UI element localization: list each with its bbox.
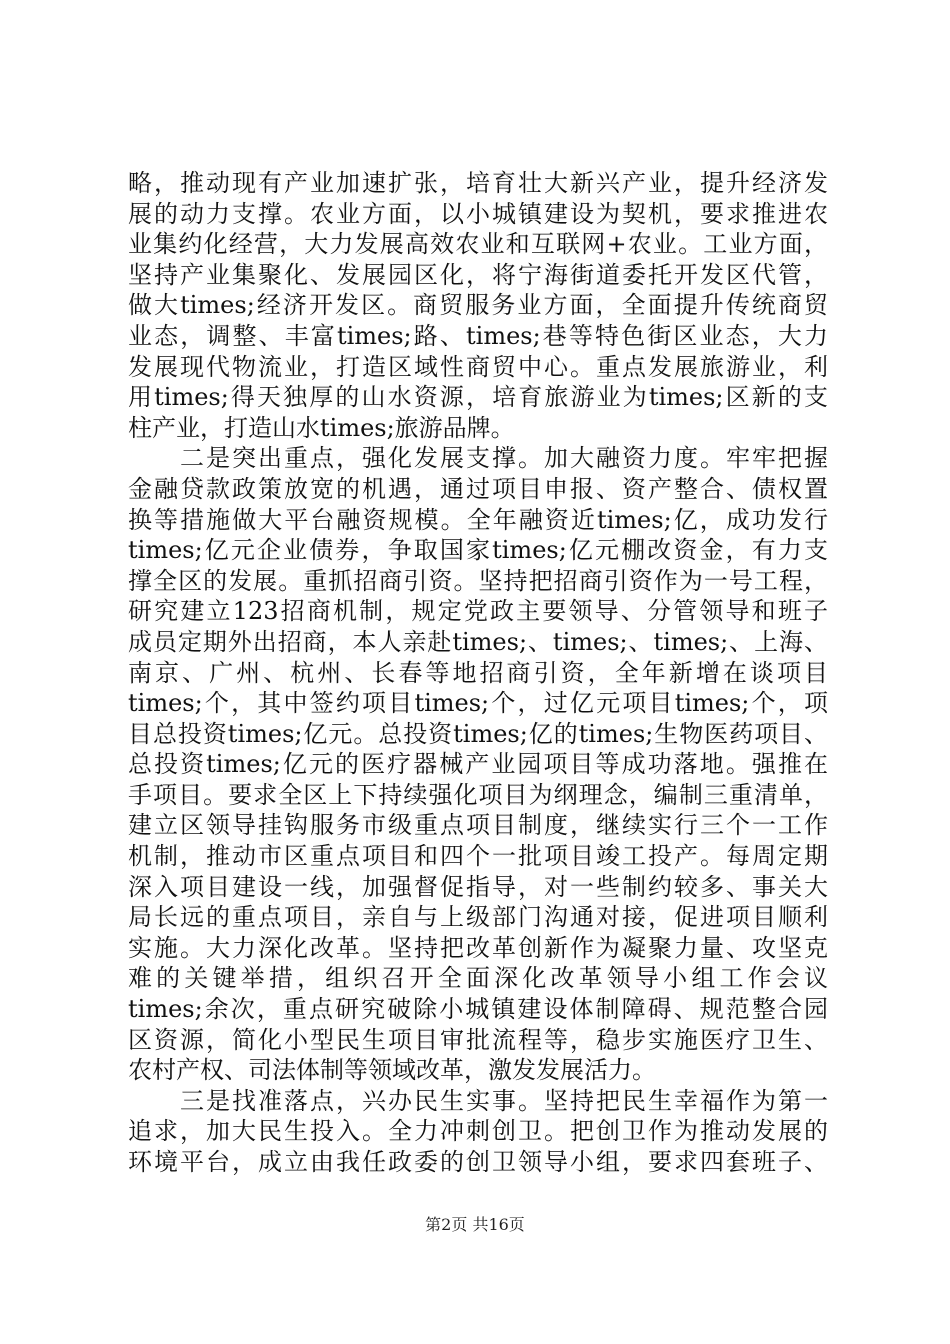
text-line: 用times;得天独厚的山水资源，培育旅游业为times;区新的支 bbox=[128, 383, 828, 412]
text-line: 南京、广州、杭州、长春等地招商引资，全年新增在谈项目 bbox=[128, 658, 828, 687]
page-number-label: 第2页 共16页 bbox=[425, 1215, 525, 1234]
text-line: 略，推动现有产业加速扩张，培育壮大新兴产业，提升经济发 bbox=[128, 169, 828, 197]
text-line: 总投资times;亿元的医疗器械产业园项目等成功落地。强推在 bbox=[128, 750, 828, 779]
text-line: 柱产业，打造山水times;旅游品牌。 bbox=[128, 413, 515, 442]
body-text bbox=[128, 168, 828, 1178]
text-line: 农村产权、司法体制等领域改革，激发发展活力。 bbox=[128, 1056, 656, 1085]
text-line: 展的动力支撑。农业方面，以小城镇建设为契机，要求推进农 bbox=[128, 199, 828, 228]
text-line: 成员定期外出招商，本人亲赴times;、times;、times;、上海、 bbox=[128, 627, 828, 656]
page-footer bbox=[0, 1215, 950, 1235]
text-line: 做大times;经济开发区。商贸服务业方面，全面提升传统商贸 bbox=[128, 291, 828, 320]
paragraph-1 bbox=[128, 168, 828, 443]
text-line: 深入项目建设一线，加强督促指导，对一些制约较多、事关大 bbox=[128, 872, 828, 901]
text-line: 区资源，简化小型民生项目审批流程等，稳步实施医疗卫生、 bbox=[128, 1025, 828, 1054]
text-line: 目总投资times;亿元。总投资times;亿的times;生物医药项目、 bbox=[128, 719, 828, 748]
paragraph-3 bbox=[128, 1086, 828, 1178]
text-line: 难的关键举措，组织召开全面深化改革领导小组工作会议 bbox=[128, 964, 828, 993]
text-line: 实施。大力深化改革。坚持把改革创新作为凝聚力量、攻坚克 bbox=[128, 933, 828, 962]
text-line: 研究建立123招商机制，规定党政主要领导、分管领导和班子 bbox=[128, 597, 828, 626]
text-line: 金融贷款政策放宽的机遇，通过项目申报、资产整合、债权置 bbox=[128, 474, 828, 503]
paragraph-2 bbox=[128, 443, 828, 1085]
text-line: times;亿元企业债券，争取国家times;亿元棚改资金，有力支 bbox=[128, 536, 828, 565]
text-line: 坚持产业集聚化、发展园区化，将宁海街道委托开发区代管， bbox=[128, 260, 828, 289]
text-line: 换等措施做大平台融资规模。全年融资近times;亿，成功发行 bbox=[128, 505, 828, 534]
text-line: times;个，其中签约项目times;个，过亿元项目times;个，项 bbox=[128, 689, 828, 718]
text-line: 发展现代物流业，打造区域性商贸中心。重点发展旅游业，利 bbox=[128, 352, 828, 381]
text-line: 业态，调整、丰富times;路、times;巷等特色街区业态，大力 bbox=[128, 321, 828, 350]
text-line: 建立区领导挂钩服务市级重点项目制度，继续实行三个一工作 bbox=[128, 811, 828, 840]
text-line: times;余次，重点研究破除小城镇建设体制障碍、规范整合园 bbox=[128, 995, 828, 1024]
text-line: 三是找准落点，兴办民生实事。坚持把民生幸福作为第一 bbox=[128, 1086, 828, 1115]
text-line: 局长远的重点项目，亲自与上级部门沟通对接，促进项目顺利 bbox=[128, 903, 828, 932]
text-line: 二是突出重点，强化发展支撑。加大融资力度。牢牢把握 bbox=[128, 444, 828, 473]
text-line: 机制，推动市区重点项目和四个一批项目竣工投产。每周定期 bbox=[128, 842, 828, 871]
text-line: 追求，加大民生投入。全力冲刺创卫。把创卫作为推动发展的 bbox=[128, 1117, 828, 1146]
text-line: 撑全区的发展。重抓招商引资。坚持把招商引资作为一号工程， bbox=[128, 566, 828, 595]
text-line: 手项目。要求全区上下持续强化项目为纲理念，编制三重清单， bbox=[128, 780, 828, 809]
text-line: 环境平台，成立由我任政委的创卫领导小组，要求四套班子、 bbox=[128, 1148, 828, 1176]
text-line: 业集约化经营，大力发展高效农业和互联网+农业。工业方面， bbox=[128, 230, 828, 259]
